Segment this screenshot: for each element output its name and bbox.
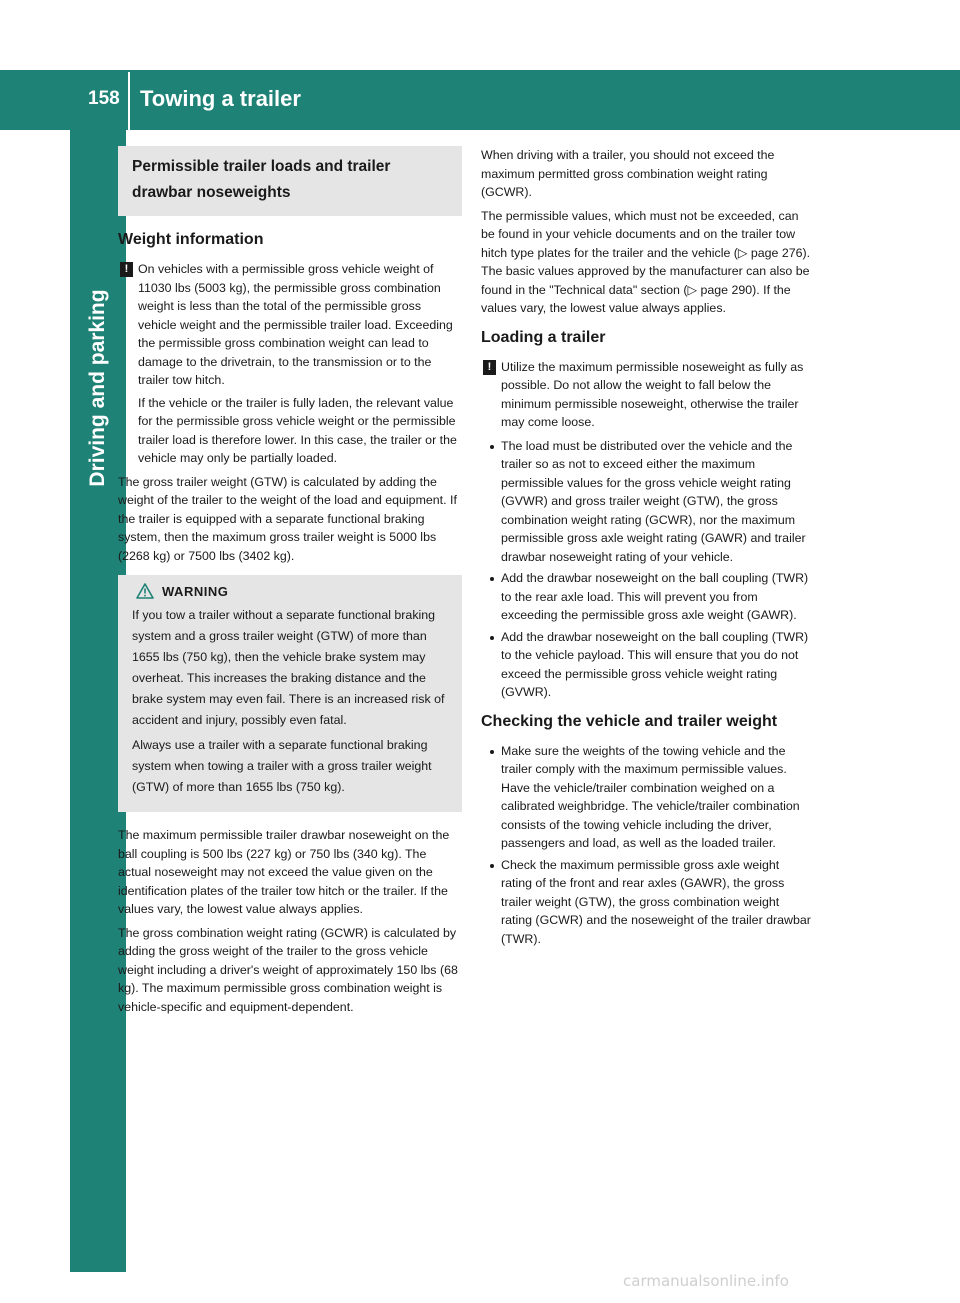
loading-list bbox=[481, 437, 813, 702]
list-item: Add the drawbar noseweight on the ball coupling (TWR) to the vehicle payload. This will ensure that you do not exceed the permissible gross vehicle weight rating (GVWR). bbox=[501, 628, 813, 702]
exclamation-icon: ! bbox=[120, 262, 133, 277]
permissible-values-paragraph: The permissible values, which must not be exceeded, can be found in your vehicle documents and on the trailer tow hitch type plates for the trailer and the vehicle (▷ page 276). The basic values approved by the manufacturer can also be found in the "Technical data" section (▷ page 290). If the values vary, the lowest value always applies. bbox=[481, 208, 811, 315]
notice-paragraph-1: On vehicles with a permissible gross vehicle weight of 11030 lbs (5003 kg), the permissible gross combination weight is less than the total of the permissible gross vehicle weight and the permissible trailer load. Exceeding the permissible gross combination weight can lead to damage to the drivetrain, to the transmission or to the trailer tow hitch. bbox=[138, 262, 453, 387]
gcwr-paragraph: The gross combination weight rating (GCWR) is calculated by adding the gross weight of the trailer to the gross vehicle weight including a driver's weight of approximately 150 lbs (68 kg). The maximum permissible gross combination weight is vehicle-specific and equipment-dependent. bbox=[118, 925, 458, 1014]
weight-notice bbox=[118, 260, 462, 468]
drawbar-paragraph: The maximum permissible trailer drawbar noseweight on the ball coupling is 500 lbs (227 kg) or 750 lbs (340 kg). The actual noseweight may not exceed the value given on the identification plates of the trailer tow hitch or the trailer. If the values vary, the lowest value always applies. bbox=[118, 828, 450, 916]
list-item: The load must be distributed over the vehicle and the trailer so as not to exceed either the maximum permissible values for the gross vehicle weight rating (GVWR) and gross trailer weight (GTW), the gross combination weight rating (GCWR), nor the maximum permissible gross axle weight rating (GAWR) and trailer drawbar noseweight rating of your vehicle. bbox=[501, 437, 813, 567]
warning-box bbox=[118, 575, 462, 812]
checking-list bbox=[481, 742, 813, 949]
left-column bbox=[118, 146, 462, 1021]
warning-header bbox=[132, 583, 450, 599]
section-title-line1: Permissible trailer loads and trailer bbox=[132, 158, 391, 175]
warning-paragraph-1: If you tow a trailer without a separate functional braking system and a gross trailer weight (GTW) of more than 1655 lbs (750 kg), then the vehicle brake system may overheat. This increases the braking distance and the brake system may even fail. There is an increased risk of accident and injury, possibly even fatal. bbox=[132, 608, 445, 727]
list-item: Make sure the weights of the towing vehicle and the trailer comply with the maximum permissible values. Have the vehicle/trailer combination weighed on a calibrated weighbridge. The vehicle/trailer combination consists of the towing vehicle including the driver, passengers and load, as well as the loaded trailer. bbox=[501, 742, 813, 853]
warning-triangle-icon bbox=[136, 583, 154, 599]
chapter-label: Driving and parking bbox=[86, 289, 109, 487]
loading-notice bbox=[481, 358, 813, 432]
section-title-line2: drawbar noseweights bbox=[132, 184, 291, 201]
exclamation-icon: ! bbox=[483, 360, 496, 375]
list-item: Add the drawbar noseweight on the ball coupling (TWR) to the rear axle load. This will prevent you from exceeding the permissible gross axle weight (GAWR). bbox=[501, 569, 813, 625]
loading-heading: Loading a trailer bbox=[481, 328, 606, 346]
loading-notice-text: Utilize the maximum permissible noseweight as fully as possible. Do not allow the weight to fall below the minimum permissible noseweight, otherwise the trailer may come loose. bbox=[501, 359, 804, 429]
notice-paragraph-2: If the vehicle or the trailer is fully laden, the relevant value for the permissible gross vehicle weight or the permissible trailer load is therefore lower. In this case, the trailer or the vehicle may only be partially loaded. bbox=[138, 395, 457, 465]
section-title-box bbox=[118, 146, 462, 216]
list-item: Check the maximum permissible gross axle weight rating of the front and rear axles (GAWR), the gross trailer weight (GTW), the gross combination weight rating (GCWR) and the noseweight of the trailer drawbar (TWR). bbox=[501, 856, 813, 949]
header-divider bbox=[128, 72, 130, 130]
watermark: carmanualsonline.info bbox=[623, 1272, 789, 1290]
warning-title: WARNING bbox=[162, 583, 229, 599]
right-column bbox=[481, 146, 813, 954]
gtw-paragraph: The gross trailer weight (GTW) is calculated by adding the weight of the trailer to the weight of the load and equipment. If the trailer is equipped with a separate functional braking system, then the maximum gross trailer weight is 5000 lbs (2268 kg) or 7500 lbs (3402 kg). bbox=[118, 474, 457, 563]
page-title: Towing a trailer bbox=[140, 86, 301, 111]
gcwr-intro-paragraph: When driving with a trailer, you should not exceed the maximum permitted gross combination weight rating (GCWR). bbox=[481, 148, 775, 199]
page-number: 158 bbox=[88, 88, 120, 109]
warning-paragraph-2: Always use a trailer with a separate functional braking system when towing a trailer with a gross trailer weight (GTW) of more than 1655 lbs (750 kg). bbox=[132, 738, 432, 794]
checking-heading: Checking the vehicle and trailer weight bbox=[481, 712, 778, 730]
weight-heading: Weight information bbox=[118, 231, 264, 248]
